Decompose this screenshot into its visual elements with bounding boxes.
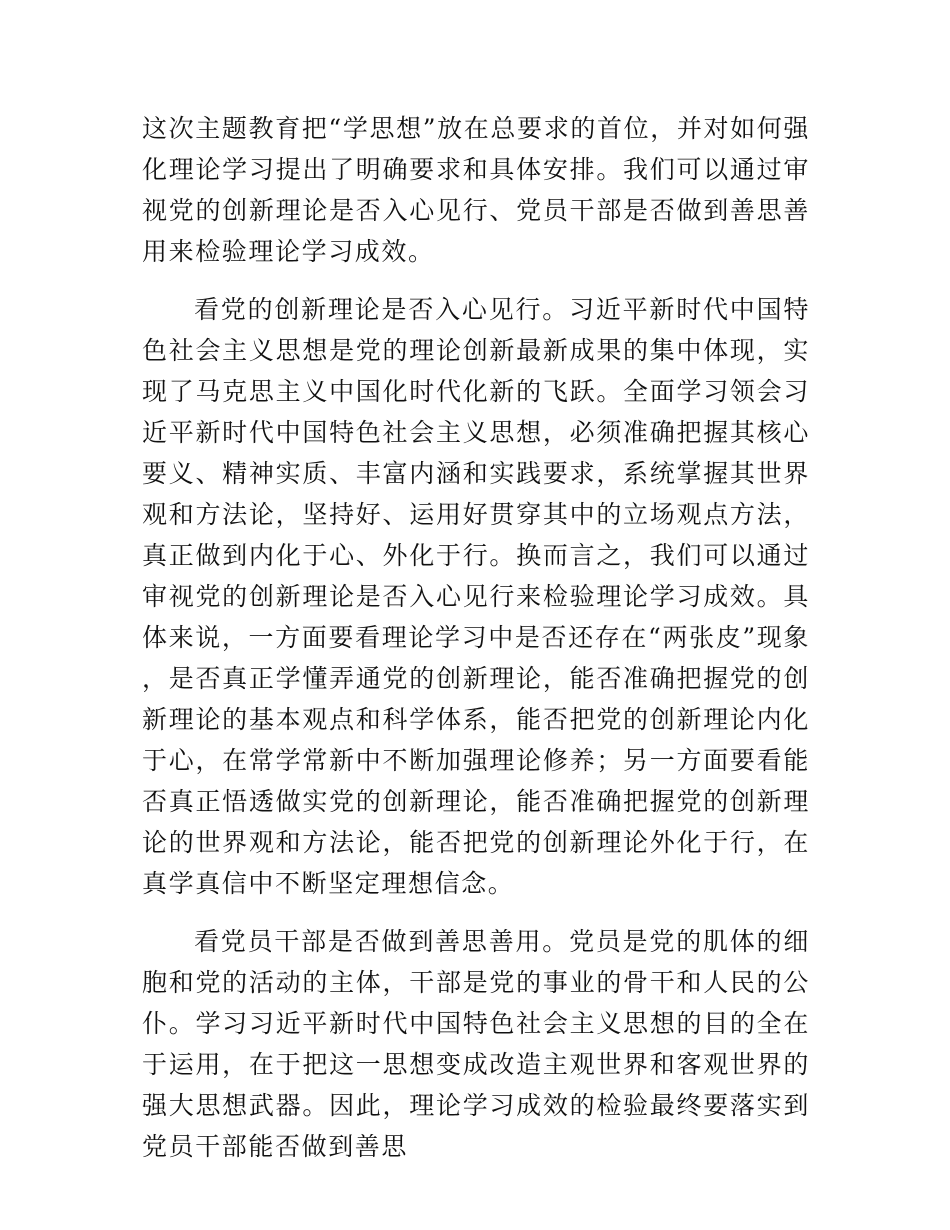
paragraph-party-cadres: 看党员干部是否做到善思善用。党员是党的肌体的细胞和党的活动的主体，干部是党的事业的骨干和人民的公仆。学习习近平新时代中国特色社会主义思想的目的全在于运用，在于把这一思想变成改造主观世界和客观世界的强大思想武器。因此，理论学习成效的检验最终要落实到党员干部能否做到善思 (142, 927, 810, 1161)
paragraph-intro: 这次主题教育把“学思想”放在总要求的首位，并对如何强化理论学习提出了明确要求和具体安排。我们可以通过审视党的创新理论是否入心见行、党员干部是否做到善思善用来检验理论学习成效。 (142, 114, 810, 266)
paragraph-innovation-theory: 看党的创新理论是否入心见行。习近平新时代中国特色社会主义思想是党的理论创新最新成果的集中体现，实现了马克思主义中国化时代化新的飞跃。全面学习领会习近平新时代中国特色社会主义思想，必须准确把握其核心要义、精神实质、丰富内涵和实践要求，系统掌握其世界观和方法论，坚持好、运用好贯穿其中的立场观点方法，真正做到内化于心、外化于行。换而言之，我们可以通过审视党的创新理论是否入心见行来检验理论学习成效。具体来说，一方面要看理论学习中是否还存在“两张皮”现象，是否真正学懂弄通党的创新理论，能否准确把握党的创新理论的基本观点和科学体系，能否把党的创新理论内化于心，在常学常新中不断加强理论修养；另一方面要看能否真正悟透做实党的创新理论，能否准确把握党的创新理论的世界观和方法论，能否把党的创新理论外化于行，在真学真信中不断坚定理想信念。 (142, 295, 810, 898)
document-page (142, 108, 810, 1167)
